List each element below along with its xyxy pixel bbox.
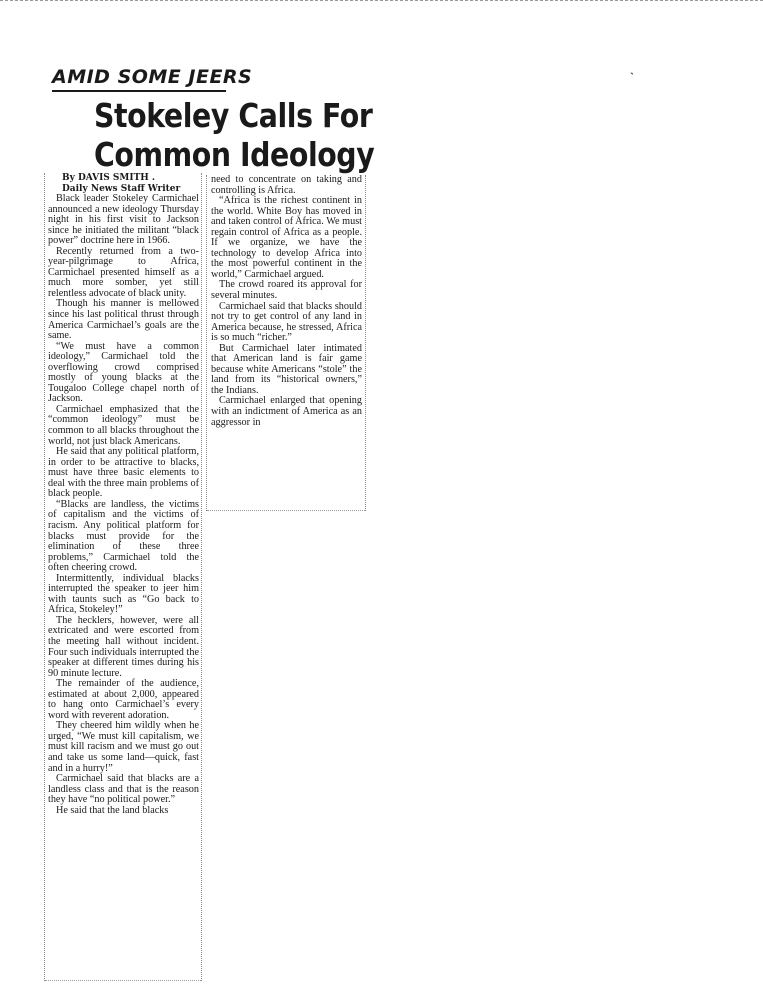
- article-paragraph: “Blacks are landless, the victims of capitalism and the victims of racism. Any political platform for blacks must provide for the elimination of these three problems,” Carmichael told the often cheering crowd.: [48, 498, 199, 574]
- article-paragraph: Recently returned from a two-year-pilgrimage to Africa, Carmichael presented himself as a much more somber, yet still relentless advocate of black unity.: [48, 245, 199, 299]
- article-paragraph: He said that any political platform, in order to be attractive to blacks, must have three basic elements to deal with the three main problems of black people.: [48, 446, 199, 500]
- stray-mark: `: [630, 70, 634, 84]
- page-top-border: [0, 0, 763, 1]
- article-paragraph: The remainder of the audience, estimated at about 2,000, appeared to hang onto Carmichael’s every word with reverent adoration.: [48, 678, 199, 721]
- article-column-right: [206, 175, 366, 511]
- article-paragraph: But Carmichael later intimated that American land is fair game because white Americans “stole” the land from its “historical owners,” the Indians.: [211, 342, 362, 396]
- byline-title: Daily News Staff Writer: [62, 183, 181, 194]
- article-paragraph: Intermittently, individual blacks interrupted the speaker to jeer him with taunts such as “Go back to Africa, Stokeley!”: [48, 572, 199, 616]
- byline: [48, 173, 199, 194]
- byline-author: By DAVIS SMITH .: [62, 173, 156, 183]
- headline: [94, 96, 374, 174]
- article-paragraph: The crowd roared its approval for several minutes.: [211, 279, 362, 302]
- article-paragraph: “Africa is the richest continent in the world. White Boy has moved in and taken control of Africa. We must regain control of Africa as a people. If we organize, we have the technology to develop Africa into the most powerful continent in the world,” Carmichael argued.: [211, 195, 362, 280]
- article-paragraph: Carmichael enlarged that opening with an indictment of America as an aggressor in: [211, 395, 362, 428]
- article-paragraph: Carmichael said that blacks should not try to get control of any land in America because, he stressed, Africa is so much “richer.”: [211, 300, 362, 344]
- kicker: AMID SOME JEERS: [52, 66, 226, 92]
- headline-line-2: Common Ideology: [94, 135, 375, 174]
- article-paragraph: need to concentrate on taking and controlling is Africa.: [211, 174, 362, 196]
- headline-line-1: Stokeley Calls For: [94, 96, 373, 135]
- article-paragraph: He said that the land blacks: [56, 804, 169, 816]
- article-paragraph: Carmichael emphasized that the “common ideology” must be common to all blacks throughout the world, not just black Americans.: [48, 403, 199, 447]
- article-paragraph: They cheered him wildly when he urged, “We must kill capitalism, we must kill racism and we must go out and take us some land—quick, fast and in a hurry!”: [48, 720, 199, 774]
- article-column-left: [44, 173, 202, 981]
- article-paragraph: Though his manner is mellowed since his last political thrust through America Carmichael’s goals are the same.: [48, 298, 199, 342]
- article-paragraph: Black leader Stokeley Carmichael announced a new ideology Thursday night in his first visit to Jackson since he initiated the militant “black power” doctrine here in 1966.: [48, 193, 199, 247]
- article-paragraph: “We must have a common ideology,” Carmichael told the overflowing crowd comprised mostly of young blacks at the Tougaloo College chapel north of Jackson.: [48, 340, 199, 405]
- article-paragraph: Carmichael said that blacks are a landless class and that is the reason they have “no political power.”: [48, 773, 199, 806]
- article-paragraph: The hecklers, however, were all extricated and were escorted from the meeting hall without incident. Four such individuals interrupted the speaker at different times during his 90 minute lecture.: [48, 614, 199, 679]
